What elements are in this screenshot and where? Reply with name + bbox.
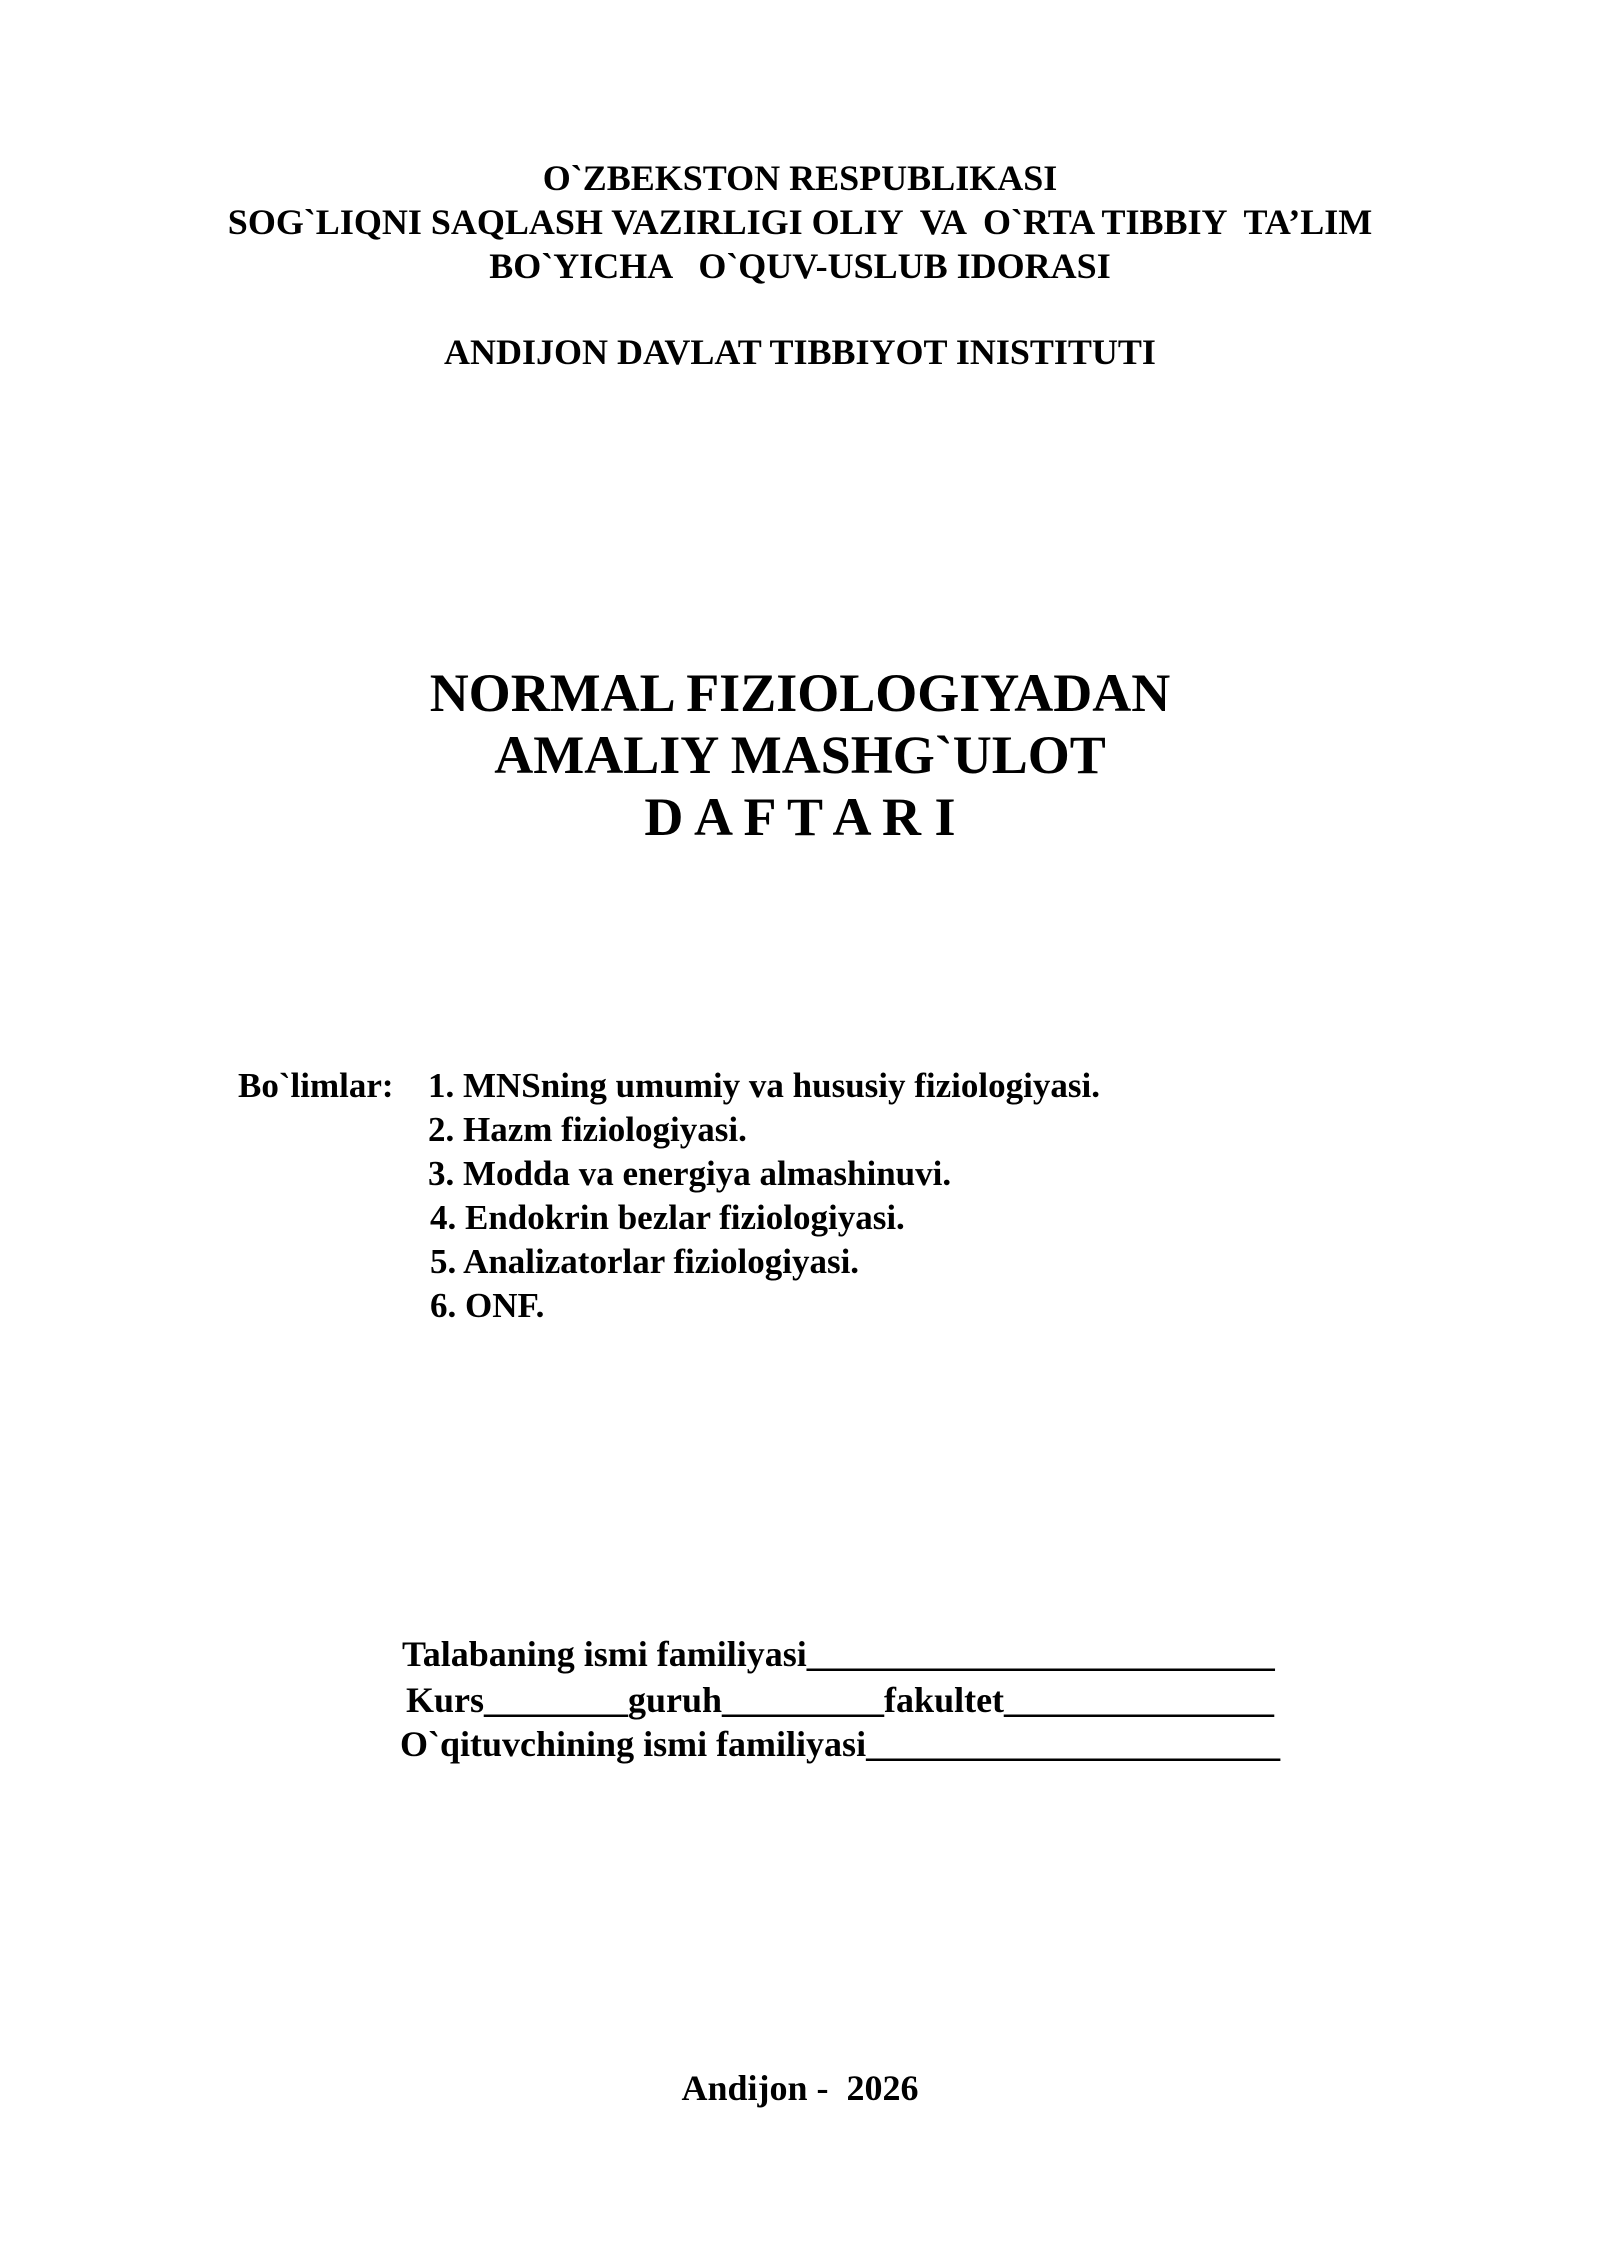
section-item-5: 5. Analizatorlar fiziologiyasi. (430, 1242, 860, 1281)
section-item-3: 3. Modda va energiya almashinuvi. (428, 1154, 952, 1193)
section-item-4: 4. Endokrin bezlar fiziologiyasi. (430, 1198, 905, 1237)
institute-name: ANDIJON DAVLAT TIBBIYOT INISTITUTI (444, 332, 1156, 372)
title-line-1: NORMAL FIZIOLOGIYADAN (429, 663, 1171, 723)
place-year: Andijon - 2026 (681, 2068, 919, 2108)
title-line-2: AMALIY MASHG`ULOT (494, 725, 1106, 785)
teacher-name-line: O`qituvchining ismi familiyasi_______________________ (400, 1724, 1281, 1764)
student-name-line: Talabaning ismi familiyasi__________________________ (402, 1634, 1275, 1674)
sections-label: Bo`limlar: (238, 1066, 394, 1105)
section-item-2: 2. Hazm fiziologiyasi. (428, 1110, 747, 1149)
section-item-1: 1. MNSning umumiy va hususiy fiziologiyasi. (428, 1066, 1100, 1105)
title-line-3: D A F T A R I (644, 787, 956, 847)
course-group-faculty-line: Kurs________guruh_________fakultet_______________ (406, 1680, 1275, 1720)
section-item-6: 6. ONF. (430, 1286, 545, 1325)
header-line-3: BO`YICHA O`QUV-USLUB IDORASI (489, 246, 1111, 286)
header-line-1: O`ZBEKSTON RESPUBLIKASI (542, 158, 1058, 198)
header-line-2: SOG`LIQNI SAQLASH VAZIRLIGI OLIY VA O`RTA TIBBIY TA’LIM (227, 202, 1373, 242)
